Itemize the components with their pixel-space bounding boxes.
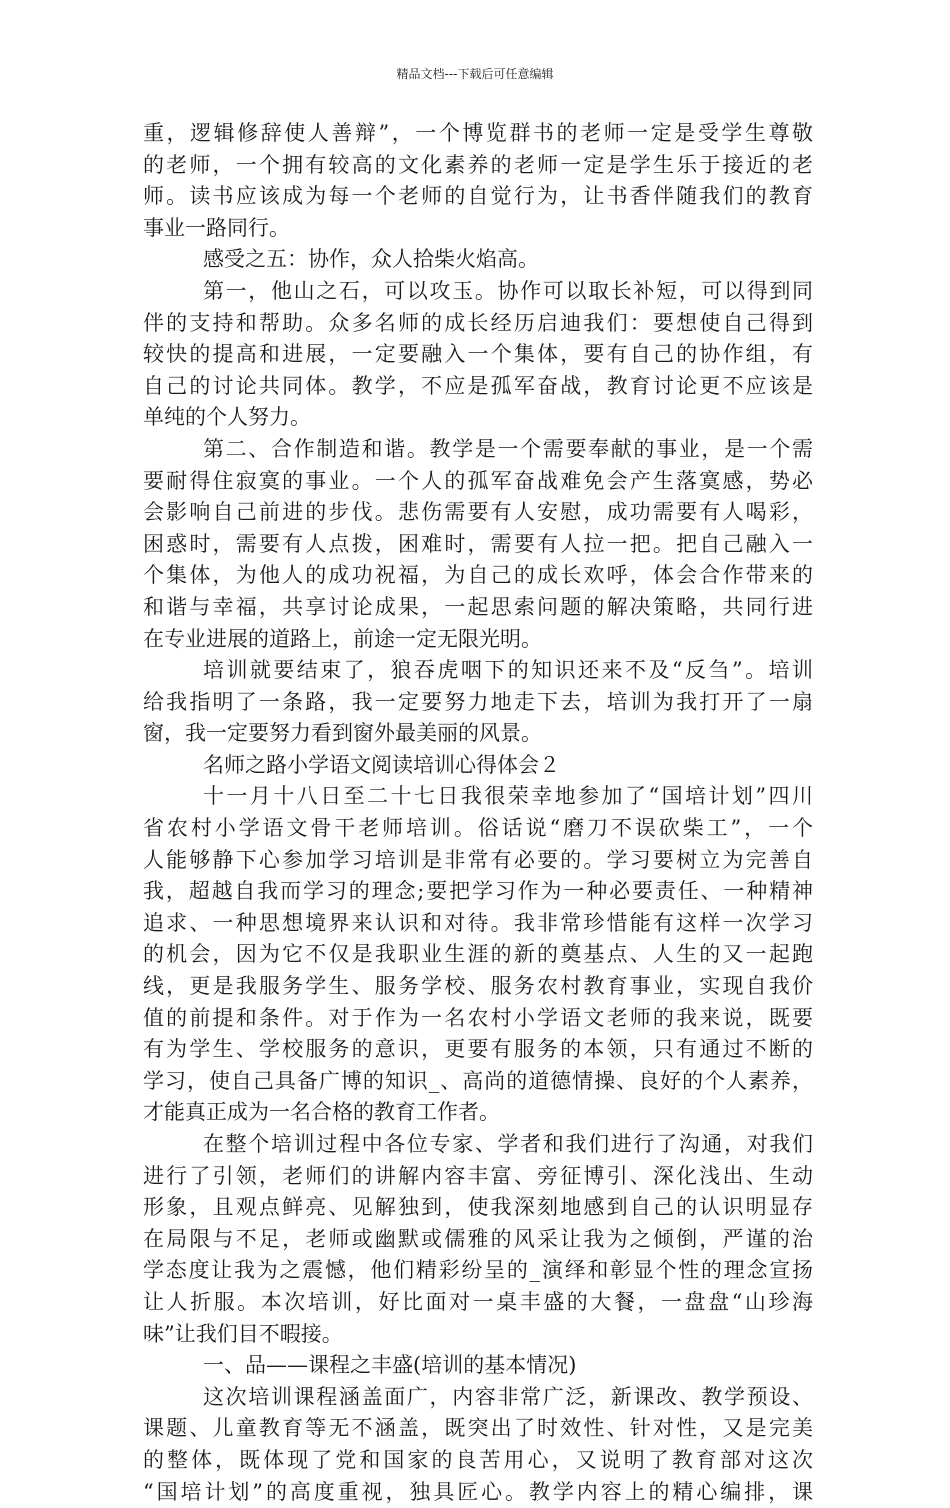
page-header: 精品文档---下载后可任意编辑 [396,67,554,81]
text-line: 省农村小学语文骨干老师培训。俗话说“磨刀不误砍柴工”，一个 [143,816,813,841]
text-line: 名师之路小学语文阅读培训心得体会２ [203,752,560,777]
text-line: 我，超越自我而学习的理念;要把学习作为一种必要责任、一种精神 [143,879,813,904]
text-line: 学习，使自己具备广博的知识_、高尚的道德情操、良好的个人素养， [143,1068,813,1093]
text-line: 线，更是我服务学生、服务学校、服务农村教育事业，实现自我价 [143,974,813,999]
text-line: 第一，他山之石，可以攻玉。协作可以取长补短，可以得到同 [203,278,813,303]
text-line: 一、品——课程之丰盛(培训的基本情况) [203,1353,577,1378]
text-line: 窗，我一定要努力看到窗外最美丽的风景。 [143,721,542,746]
text-line: 培训就要结束了，狼吞虎咽下的知识还来不及“反刍”。培训 [203,658,813,683]
text-line: 第二、合作制造和谐。教学是一个需要奉献的事业，是一个需 [203,436,813,461]
text-line: 让人折服。本次培训，好比面对一桌丰盛的大餐，一盘盘“山珍海 [143,1289,813,1314]
text-line: 重，逻辑修辞使人善辩”，一个博览群书的老师一定是受学生尊敬 [143,121,813,145]
text-line: 的机会，因为它不仅是我职业生涯的新的奠基点、人生的又一起跑 [143,942,813,967]
text-line: 感受之五：协作，众人拾柴火焰高。 [203,247,539,272]
text-line: 在专业进展的道路上，前途一定无限光明。 [143,626,542,651]
text-line: 这次培训课程涵盖面广，内容非常广泛，新课改、教学预设、 [203,1384,813,1409]
text-line: 有为学生、学校服务的意识，更要有服务的本领，只有通过不断的 [143,1037,813,1062]
text-line: 事业一路同行。 [143,215,290,240]
text-line: 才能真正成为一名合格的教育工作者。 [143,1100,500,1125]
text-line: 进行了引领，老师们的讲解内容丰富、旁征博引、深化浅出、生动 [143,1163,813,1188]
text-line: 学态度让我为之震憾，他们精彩纷呈的_演绎和彰显个性的理念宣扬 [143,1258,813,1283]
text-line: 形象，且观点鲜亮、见解独到，使我深刻地感到自己的认识明显存 [143,1195,813,1220]
text-line: 的整体，既体现了党和国家的良苦用心，又说明了教育部对这次 [143,1447,813,1472]
text-line: 较快的提高和进展，一定要融入一个集体，要有自己的协作组，有 [143,342,813,367]
text-line: “国培计划”的高度重视，独具匠心。教学内容上的精心编排，课 [143,1479,813,1504]
text-line: 师。读书应该成为每一个老师的自觉行为，让书香伴随我们的教育 [143,184,813,209]
text-line: 追求、一种思想境界来认识和对待。我非常珍惜能有这样一次学习 [143,910,813,935]
text-line: 要耐得住寂寞的事业。一个人的孤军奋战难免会产生落寞感，势必 [143,468,813,493]
text-line: 人能够静下心参加学习培训是非常有必要的。学习要树立为完善自 [143,847,813,872]
text-line: 给我指明了一条路，我一定要努力地走下去，培训为我打开了一扇 [143,689,813,714]
text-line: 和谐与幸福，共享讨论成果，一起思索问题的解决策略，共同行进 [143,594,813,619]
text-line: 伴的支持和帮助。众多名师的成长经历启迪我们：要想使自己得到 [143,310,813,335]
text-line: 个集体，为他人的成功祝福，为自己的成长欢呼，体会合作带来的 [143,563,813,588]
text-line: 的老师，一个拥有较高的文化素养的老师一定是学生乐于接近的老 [143,152,813,177]
text-line: 值的前提和条件。对于作为一名农村小学语文老师的我来说，既要 [143,1005,813,1030]
text-line: 困惑时，需要有人点拨，困难时，需要有人拉一把。把自己融入一 [143,531,813,556]
text-line: 单纯的个人努力。 [143,405,311,430]
text-line: 课题、儿童教育等无不涵盖，既突出了时效性、针对性，又是完美 [143,1416,813,1441]
text-line: 会影响自己前进的步伐。悲伤需要有人安慰，成功需要有人喝彩， [143,500,813,525]
document-body [143,118,813,1508]
text-line: 味”让我们目不暇接。 [143,1321,343,1346]
text-line: 在局限与不足，老师或幽默或儒雅的风采让我为之倾倒，严谨的治 [143,1226,813,1251]
text-line: 在整个培训过程中各位专家、学者和我们进行了沟通，对我们 [203,1132,813,1156]
text-line: 自己的讨论共同体。教学，不应是孤军奋战，教育讨论更不应该是 [143,373,813,398]
text-line: 十一月十八日至二十七日我很荣幸地参加了“国培计划”四川 [203,784,813,809]
